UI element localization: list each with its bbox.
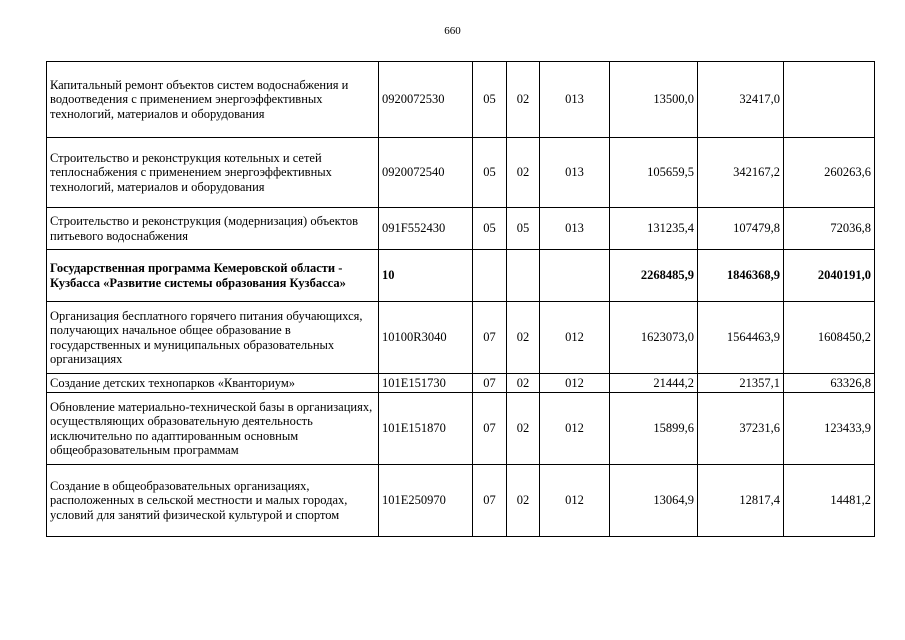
cell-amount-1: 1623073,0 [610, 302, 698, 374]
cell-amount-3: 260263,6 [784, 138, 875, 208]
cell-code: 101E250970 [379, 465, 473, 537]
page-number: 660 [444, 25, 461, 37]
cell-expense-type: 012 [540, 374, 610, 393]
table-row [47, 62, 875, 138]
cell-subsection: 02 [507, 374, 540, 393]
cell-section: 05 [473, 138, 507, 208]
cell-amount-2: 342167,2 [698, 138, 784, 208]
cell-code: 10100R3040 [379, 302, 473, 374]
cell-amount-2: 12817,4 [698, 465, 784, 537]
cell-name: Создание в общеобразовательных организациях, расположенных в сельской местности и малых городах, условий для занятий физической культурой и спортом [47, 465, 379, 537]
cell-name: Строительство и реконструкция (модернизация) объектов питьевого водоснабжения [47, 208, 379, 250]
cell-amount-2: 21357,1 [698, 374, 784, 393]
cell-section: 07 [473, 393, 507, 465]
cell-name: Создание детских технопарков «Кванториум» [47, 374, 379, 393]
cell-section: 07 [473, 465, 507, 537]
cell-name: Обновление материально-технической базы в организациях, осуществляющих образовательную деятельность исключительно по адаптированным основным общеобразовательным программам [47, 393, 379, 465]
cell-amount-1: 15899,6 [610, 393, 698, 465]
cell-amount-1: 21444,2 [610, 374, 698, 393]
table-row [47, 208, 875, 250]
cell-amount-2: 32417,0 [698, 62, 784, 138]
cell-amount-2: 37231,6 [698, 393, 784, 465]
cell-name: Организация бесплатного горячего питания обучающихся, получающих начальное общее образование в государственных и муниципальных образовательных организациях [47, 302, 379, 374]
cell-section: 05 [473, 62, 507, 138]
cell-subsection [507, 250, 540, 302]
cell-code: 091F552430 [379, 208, 473, 250]
cell-section: 07 [473, 374, 507, 393]
table-row [47, 138, 875, 208]
cell-code: 10 [379, 250, 473, 302]
cell-subsection: 05 [507, 208, 540, 250]
cell-amount-3: 14481,2 [784, 465, 875, 537]
table-row [47, 465, 875, 537]
cell-section [473, 250, 507, 302]
cell-code: 101E151870 [379, 393, 473, 465]
table-row [47, 250, 875, 302]
cell-code: 101E151730 [379, 374, 473, 393]
cell-expense-type: 012 [540, 465, 610, 537]
cell-amount-1: 13064,9 [610, 465, 698, 537]
cell-expense-type: 013 [540, 62, 610, 138]
cell-amount-3: 2040191,0 [784, 250, 875, 302]
cell-name: Государственная программа Кемеровской области - Кузбасса «Развитие системы образования Кузбасса» [47, 250, 379, 302]
cell-name: Капитальный ремонт объектов систем водоснабжения и водоотведения с применением энергоэффективных технологий, материалов и оборудования [47, 62, 379, 138]
cell-amount-2: 107479,8 [698, 208, 784, 250]
table-row [47, 393, 875, 465]
cell-amount-1: 13500,0 [610, 62, 698, 138]
cell-code: 0920072540 [379, 138, 473, 208]
cell-amount-1: 2268485,9 [610, 250, 698, 302]
cell-subsection: 02 [507, 465, 540, 537]
cell-amount-3: 72036,8 [784, 208, 875, 250]
cell-amount-2: 1846368,9 [698, 250, 784, 302]
cell-code: 0920072530 [379, 62, 473, 138]
cell-amount-3: 1608450,2 [784, 302, 875, 374]
cell-name: Строительство и реконструкция котельных и сетей теплоснабжения с применением энергоэффективных технологий, материалов и оборудования [47, 138, 379, 208]
cell-section: 05 [473, 208, 507, 250]
cell-expense-type: 012 [540, 302, 610, 374]
cell-subsection: 02 [507, 62, 540, 138]
cell-amount-1: 131235,4 [610, 208, 698, 250]
cell-amount-3 [784, 62, 875, 138]
cell-amount-2: 1564463,9 [698, 302, 784, 374]
cell-subsection: 02 [507, 393, 540, 465]
cell-section: 07 [473, 302, 507, 374]
cell-amount-1: 105659,5 [610, 138, 698, 208]
cell-subsection: 02 [507, 138, 540, 208]
table-row [47, 374, 875, 393]
cell-expense-type: 013 [540, 208, 610, 250]
cell-expense-type: 012 [540, 393, 610, 465]
cell-expense-type [540, 250, 610, 302]
cell-subsection: 02 [507, 302, 540, 374]
cell-expense-type: 013 [540, 138, 610, 208]
table-row [47, 302, 875, 374]
cell-amount-3: 63326,8 [784, 374, 875, 393]
cell-amount-3: 123433,9 [784, 393, 875, 465]
budget-table [46, 61, 875, 537]
